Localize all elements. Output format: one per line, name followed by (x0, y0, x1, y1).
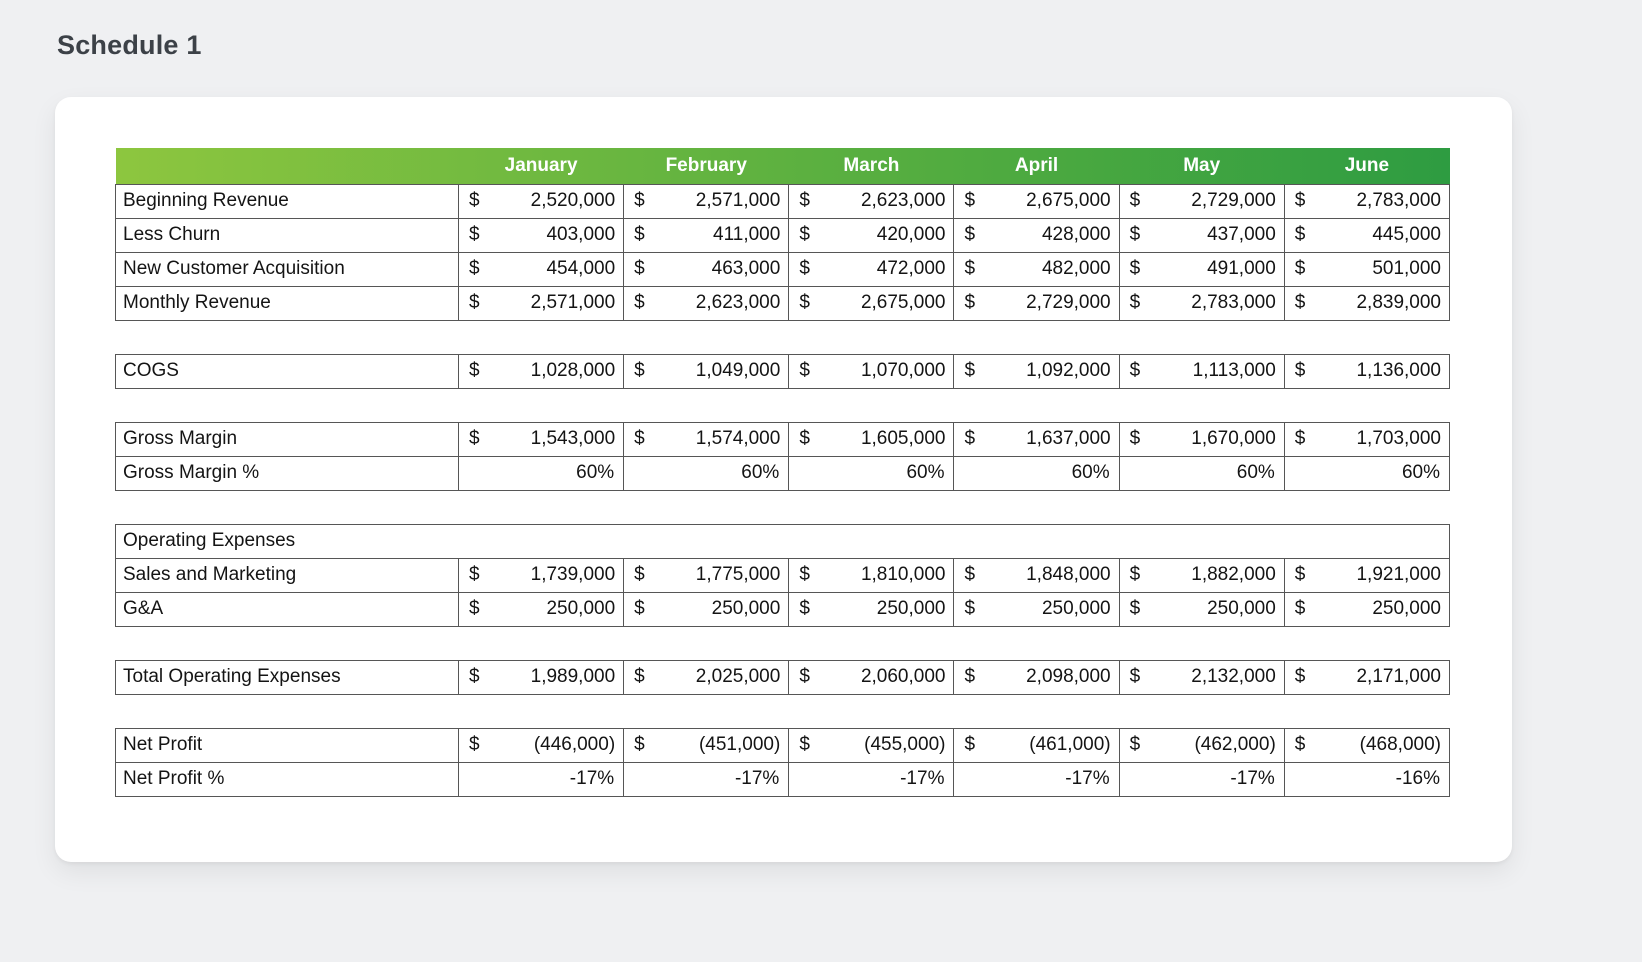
currency-cell (1284, 184, 1449, 218)
currency-symbol: $ (634, 734, 645, 755)
percent-cell: -16% (1284, 762, 1449, 796)
month-header-may: May (1183, 154, 1221, 176)
amount-value: (462,000) (1194, 734, 1276, 755)
currency-symbol: $ (799, 564, 810, 585)
amount-value: 250,000 (1041, 598, 1111, 619)
currency-symbol: $ (1294, 666, 1306, 687)
currency-cell (954, 558, 1119, 592)
amount-value: 2,171,000 (1356, 666, 1441, 687)
amount-value: (451,000) (698, 734, 781, 755)
currency-cell-content (459, 564, 623, 586)
amount-value: 2,729,000 (1026, 292, 1111, 313)
amount-value: 463,000 (711, 258, 781, 279)
amount-value: (446,000) (533, 734, 616, 755)
amount-value: 250,000 (711, 598, 781, 619)
currency-symbol: $ (799, 224, 810, 245)
table-row (116, 354, 1450, 388)
spacer-cell (116, 490, 1450, 524)
currency-symbol: $ (1294, 360, 1306, 381)
currency-cell (954, 422, 1119, 456)
currency-symbol: $ (469, 598, 480, 619)
percent-cell: 60% (459, 456, 624, 490)
spacer-row (116, 490, 1450, 524)
table-row (116, 218, 1450, 252)
amount-value: 1,670,000 (1191, 428, 1276, 449)
month-header-march: March (843, 154, 900, 176)
amount-value: 250,000 (1207, 598, 1276, 619)
amount-value: 1,028,000 (530, 360, 616, 381)
currency-symbol: $ (1129, 292, 1141, 313)
currency-cell-content (459, 224, 623, 246)
currency-cell (954, 184, 1119, 218)
currency-cell (1119, 286, 1284, 320)
row-label: COGS (116, 354, 459, 388)
currency-symbol: $ (1294, 564, 1306, 585)
amount-value: 2,025,000 (695, 666, 781, 687)
currency-cell-content (459, 190, 623, 212)
currency-cell-content (1285, 224, 1449, 246)
currency-cell (459, 218, 624, 252)
currency-symbol: $ (799, 360, 810, 381)
currency-symbol: $ (634, 666, 645, 687)
currency-cell (1284, 286, 1449, 320)
percent-cell: -17% (954, 762, 1119, 796)
currency-cell (459, 184, 624, 218)
currency-cell-content (954, 224, 1118, 246)
table-row (116, 456, 1450, 490)
currency-cell-content (1285, 292, 1449, 314)
currency-symbol: $ (1294, 190, 1306, 211)
currency-cell-content (624, 190, 788, 212)
currency-cell-content (789, 292, 953, 314)
currency-cell-content (459, 666, 623, 688)
currency-symbol: $ (469, 666, 480, 687)
currency-cell (954, 252, 1119, 286)
currency-symbol: $ (634, 190, 645, 211)
corner-cell (116, 148, 459, 184)
row-label: G&A (116, 592, 459, 626)
amount-value: 1,739,000 (530, 564, 616, 585)
month-header-june: June (1344, 154, 1390, 176)
amount-value: 250,000 (546, 598, 616, 619)
currency-symbol: $ (799, 666, 810, 687)
currency-cell (624, 218, 789, 252)
percent-cell: 60% (1284, 456, 1449, 490)
currency-cell-content (624, 564, 788, 586)
spacer-row (116, 694, 1450, 728)
currency-cell (624, 558, 789, 592)
currency-cell (624, 286, 789, 320)
currency-cell (1284, 252, 1449, 286)
spacer-cell (116, 626, 1450, 660)
amount-value: 2,675,000 (860, 292, 946, 313)
currency-symbol: $ (1129, 428, 1141, 449)
amount-value: 1,848,000 (1026, 564, 1111, 585)
amount-value: 2,520,000 (530, 190, 616, 211)
currency-symbol: $ (469, 734, 480, 755)
currency-symbol: $ (634, 292, 645, 313)
currency-symbol: $ (469, 360, 480, 381)
currency-symbol: $ (964, 292, 976, 313)
currency-symbol: $ (799, 292, 810, 313)
currency-cell (624, 184, 789, 218)
row-label: Less Churn (116, 218, 459, 252)
currency-symbol: $ (964, 190, 976, 211)
amount-value: 411,000 (713, 224, 781, 245)
currency-cell-content (624, 360, 788, 382)
currency-cell (789, 728, 954, 762)
amount-value: 1,049,000 (695, 360, 781, 381)
currency-cell (789, 252, 954, 286)
row-label: Gross Margin % (116, 456, 459, 490)
currency-symbol: $ (634, 564, 645, 585)
currency-symbol: $ (469, 564, 480, 585)
table-row (116, 762, 1450, 796)
currency-cell (1119, 728, 1284, 762)
amount-value: 1,136,000 (1356, 360, 1441, 381)
amount-value: 437,000 (1207, 224, 1276, 245)
currency-symbol: $ (469, 292, 480, 313)
amount-value: 1,070,000 (860, 360, 946, 381)
percent-cell: -17% (624, 762, 789, 796)
currency-symbol: $ (964, 734, 976, 755)
currency-cell-content (954, 734, 1118, 756)
currency-cell-content (1285, 190, 1449, 212)
amount-value: 491,000 (1207, 258, 1276, 279)
currency-cell (1284, 728, 1449, 762)
amount-value: 2,571,000 (530, 292, 616, 313)
currency-symbol: $ (1129, 190, 1141, 211)
currency-symbol: $ (1129, 734, 1141, 755)
currency-cell-content (789, 190, 953, 212)
currency-cell-content (1120, 258, 1284, 280)
currency-symbol: $ (1129, 564, 1141, 585)
currency-symbol: $ (799, 258, 810, 279)
currency-cell (1284, 660, 1449, 694)
row-label: Sales and Marketing (116, 558, 459, 592)
currency-cell (954, 660, 1119, 694)
amount-value: 472,000 (876, 258, 946, 279)
currency-cell-content (789, 258, 953, 280)
currency-symbol: $ (634, 360, 645, 381)
currency-symbol: $ (634, 224, 645, 245)
currency-cell-content (624, 292, 788, 314)
currency-cell (459, 592, 624, 626)
currency-cell-content (459, 734, 623, 756)
currency-cell (624, 728, 789, 762)
amount-value: (455,000) (864, 734, 946, 755)
table-row (116, 286, 1450, 320)
currency-symbol: $ (1129, 598, 1141, 619)
currency-cell-content (1285, 428, 1449, 450)
currency-cell (789, 184, 954, 218)
currency-cell (459, 252, 624, 286)
table-row (116, 660, 1450, 694)
table-row (116, 558, 1450, 592)
currency-cell-content (459, 598, 623, 620)
currency-symbol: $ (469, 258, 480, 279)
currency-symbol: $ (964, 428, 976, 449)
month-header-january: January (504, 154, 578, 176)
section-header-row (116, 524, 1450, 558)
currency-cell-content (1285, 564, 1449, 586)
row-label: Total Operating Expenses (116, 660, 459, 694)
amount-value: 454,000 (546, 258, 616, 279)
row-label: New Customer Acquisition (116, 252, 459, 286)
amount-value: 1,810,000 (860, 564, 946, 585)
currency-symbol: $ (799, 734, 810, 755)
row-label: Net Profit (116, 728, 459, 762)
currency-cell-content (1285, 666, 1449, 688)
currency-symbol: $ (964, 666, 976, 687)
currency-symbol: $ (469, 428, 480, 449)
amount-value: 1,543,000 (530, 428, 616, 449)
currency-cell-content (624, 258, 788, 280)
currency-symbol: $ (964, 564, 976, 585)
currency-cell (459, 660, 624, 694)
percent-cell: 60% (789, 456, 954, 490)
amount-value: 1,637,000 (1026, 428, 1111, 449)
amount-value: 428,000 (1041, 224, 1111, 245)
schedule-card (55, 97, 1512, 862)
currency-cell (459, 728, 624, 762)
currency-cell (789, 558, 954, 592)
currency-cell (459, 354, 624, 388)
currency-cell (624, 660, 789, 694)
percent-cell: 60% (1119, 456, 1284, 490)
amount-value: 1,574,000 (695, 428, 781, 449)
currency-symbol: $ (634, 258, 645, 279)
currency-cell (1284, 558, 1449, 592)
currency-cell-content (624, 734, 788, 756)
spacer-cell (116, 388, 1450, 422)
currency-cell (1119, 592, 1284, 626)
currency-symbol: $ (469, 224, 480, 245)
row-label: Monthly Revenue (116, 286, 459, 320)
currency-cell-content (1120, 190, 1284, 212)
currency-symbol: $ (1129, 258, 1141, 279)
amount-value: 2,098,000 (1026, 666, 1111, 687)
currency-cell-content (459, 258, 623, 280)
currency-cell (624, 592, 789, 626)
currency-cell-content (624, 598, 788, 620)
currency-symbol: $ (799, 598, 810, 619)
currency-cell-content (1285, 258, 1449, 280)
currency-cell (789, 354, 954, 388)
currency-symbol: $ (634, 428, 645, 449)
amount-value: 2,060,000 (860, 666, 946, 687)
amount-value: (461,000) (1029, 734, 1111, 755)
currency-symbol: $ (1294, 598, 1306, 619)
amount-value: (468,000) (1359, 734, 1441, 755)
amount-value: 1,092,000 (1026, 360, 1111, 381)
currency-symbol: $ (1294, 734, 1306, 755)
currency-symbol: $ (1129, 666, 1141, 687)
currency-cell-content (459, 428, 623, 450)
currency-symbol: $ (1129, 224, 1141, 245)
currency-cell-content (459, 292, 623, 314)
currency-cell-content (789, 598, 953, 620)
currency-cell-content (1120, 428, 1284, 450)
currency-cell-content (789, 734, 953, 756)
month-header-row (116, 148, 1450, 184)
amount-value: 501,000 (1372, 258, 1441, 279)
month-header-april: April (1014, 154, 1059, 176)
row-label: Net Profit % (116, 762, 459, 796)
table-row (116, 592, 1450, 626)
currency-cell (624, 422, 789, 456)
amount-value: 2,623,000 (695, 292, 781, 313)
percent-cell: 60% (624, 456, 789, 490)
currency-cell (1119, 558, 1284, 592)
currency-cell-content (954, 292, 1118, 314)
currency-cell-content (789, 666, 953, 688)
currency-symbol: $ (1294, 428, 1306, 449)
amount-value: 1,989,000 (530, 666, 616, 687)
currency-cell-content (459, 360, 623, 382)
currency-cell (459, 558, 624, 592)
currency-cell-content (954, 258, 1118, 280)
table-row (116, 422, 1450, 456)
currency-cell (1119, 184, 1284, 218)
currency-cell-content (789, 224, 953, 246)
percent-cell: -17% (459, 762, 624, 796)
currency-cell-content (1285, 598, 1449, 620)
currency-symbol: $ (799, 190, 810, 211)
amount-value: 403,000 (546, 224, 616, 245)
amount-value: 1,775,000 (695, 564, 781, 585)
page-title: Schedule 1 (57, 30, 202, 60)
currency-cell (954, 728, 1119, 762)
currency-cell-content (1120, 564, 1284, 586)
currency-cell-content (1285, 734, 1449, 756)
amount-value: 2,675,000 (1026, 190, 1111, 211)
currency-cell (1284, 422, 1449, 456)
amount-value: 2,783,000 (1356, 190, 1441, 211)
currency-cell (954, 592, 1119, 626)
currency-cell-content (1120, 360, 1284, 382)
currency-symbol: $ (964, 360, 976, 381)
currency-cell (1284, 218, 1449, 252)
currency-cell (1119, 218, 1284, 252)
currency-cell-content (954, 598, 1118, 620)
currency-cell-content (1120, 734, 1284, 756)
currency-cell-content (1120, 292, 1284, 314)
currency-cell-content (1285, 360, 1449, 382)
amount-value: 1,605,000 (860, 428, 946, 449)
amount-value: 1,113,000 (1192, 360, 1276, 381)
currency-cell (1119, 252, 1284, 286)
currency-cell (789, 660, 954, 694)
table-row (116, 728, 1450, 762)
percent-cell: 60% (954, 456, 1119, 490)
currency-cell-content (789, 428, 953, 450)
currency-symbol: $ (964, 258, 976, 279)
currency-symbol: $ (469, 190, 480, 211)
currency-cell (789, 422, 954, 456)
currency-cell (954, 286, 1119, 320)
currency-symbol: $ (1129, 360, 1141, 381)
amount-value: 250,000 (1372, 598, 1441, 619)
currency-cell (954, 218, 1119, 252)
currency-cell-content (624, 224, 788, 246)
currency-symbol: $ (1294, 258, 1306, 279)
currency-cell (1119, 422, 1284, 456)
percent-cell: -17% (789, 762, 954, 796)
amount-value: 420,000 (876, 224, 946, 245)
currency-symbol: $ (1294, 292, 1306, 313)
table-row (116, 184, 1450, 218)
amount-value: 250,000 (876, 598, 946, 619)
currency-cell (624, 252, 789, 286)
amount-value: 1,703,000 (1356, 428, 1441, 449)
currency-cell (789, 592, 954, 626)
currency-cell-content (789, 360, 953, 382)
currency-cell-content (954, 564, 1118, 586)
spacer-cell (116, 320, 1450, 354)
currency-cell-content (624, 666, 788, 688)
spacer-row (116, 626, 1450, 660)
currency-cell (1284, 354, 1449, 388)
section-label: Operating Expenses (116, 524, 1450, 558)
amount-value: 445,000 (1372, 224, 1441, 245)
currency-symbol: $ (634, 598, 645, 619)
spacer-cell (116, 694, 1450, 728)
table-row (116, 252, 1450, 286)
row-label: Beginning Revenue (116, 184, 459, 218)
currency-cell-content (954, 666, 1118, 688)
schedule-table (115, 148, 1450, 797)
currency-cell-content (1120, 598, 1284, 620)
currency-cell (459, 422, 624, 456)
amount-value: 2,783,000 (1191, 292, 1276, 313)
currency-symbol: $ (964, 224, 976, 245)
currency-cell (1284, 592, 1449, 626)
currency-cell-content (1120, 666, 1284, 688)
currency-cell (1119, 354, 1284, 388)
currency-symbol: $ (964, 598, 976, 619)
amount-value: 2,623,000 (860, 190, 946, 211)
currency-cell-content (1120, 224, 1284, 246)
amount-value: 1,882,000 (1191, 564, 1276, 585)
currency-symbol: $ (799, 428, 810, 449)
currency-symbol: $ (1294, 224, 1306, 245)
amount-value: 2,571,000 (695, 190, 781, 211)
currency-cell (1119, 660, 1284, 694)
percent-cell: -17% (1119, 762, 1284, 796)
currency-cell-content (954, 360, 1118, 382)
amount-value: 1,921,000 (1356, 564, 1441, 585)
amount-value: 2,839,000 (1356, 292, 1441, 313)
currency-cell (459, 286, 624, 320)
currency-cell (624, 354, 789, 388)
spacer-row (116, 388, 1450, 422)
currency-cell-content (954, 190, 1118, 212)
currency-cell-content (954, 428, 1118, 450)
currency-cell-content (789, 564, 953, 586)
amount-value: 2,132,000 (1191, 666, 1276, 687)
month-header-february: February (665, 154, 747, 176)
currency-cell (789, 286, 954, 320)
currency-cell-content (624, 428, 788, 450)
currency-cell (789, 218, 954, 252)
currency-cell (954, 354, 1119, 388)
spacer-row (116, 320, 1450, 354)
amount-value: 2,729,000 (1191, 190, 1276, 211)
amount-value: 482,000 (1041, 258, 1111, 279)
row-label: Gross Margin (116, 422, 459, 456)
